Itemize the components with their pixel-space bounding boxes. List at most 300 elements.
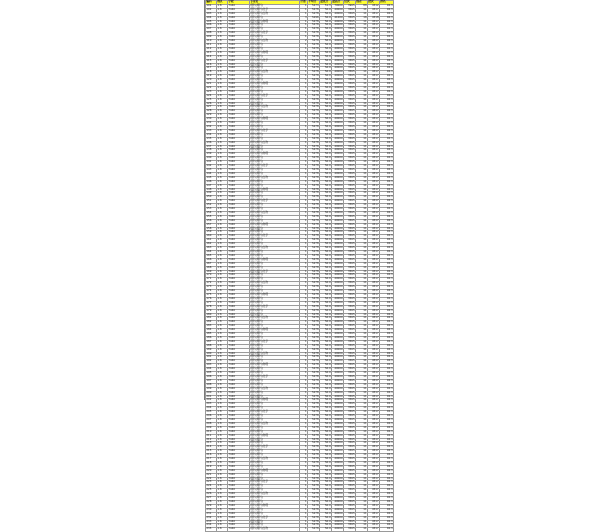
table-cell[interactable]: 1·8 <box>217 47 228 51</box>
table-cell[interactable]: 49000 <box>332 172 344 176</box>
table-cell[interactable]: 7440 <box>228 399 250 403</box>
table-cell[interactable]: 理科(理科)生物 <box>250 422 300 426</box>
table-cell[interactable]: 11 <box>356 180 368 184</box>
table-cell[interactable]: 3565 <box>344 106 356 110</box>
table-cell[interactable]: 56.9 <box>320 493 332 497</box>
table-cell[interactable]: 7440 <box>228 508 250 512</box>
column-header[interactable]: 计划 <box>300 0 306 3</box>
table-cell[interactable]: 1 <box>300 297 308 301</box>
table-cell[interactable]: 11 <box>356 403 368 407</box>
table-cell[interactable]: 理科(理科) <box>250 348 300 352</box>
table-cell[interactable]: 3565 <box>344 501 356 505</box>
table-cell[interactable]: 128 <box>206 110 217 114</box>
table-cell[interactable]: 1·8 <box>217 75 228 79</box>
table-cell[interactable]: 174 <box>206 290 217 294</box>
table-cell[interactable]: 49000 <box>332 86 344 90</box>
table-cell[interactable]: 5278 <box>308 489 320 493</box>
table-cell[interactable]: 1·8 <box>217 301 228 305</box>
table-cell[interactable]: 1 <box>300 415 308 419</box>
table-cell[interactable]: 4517 <box>368 325 380 329</box>
table-cell[interactable]: 3565 <box>344 180 356 184</box>
table-cell[interactable]: 11 <box>356 227 368 231</box>
table-cell[interactable]: 224 <box>206 485 217 489</box>
table-cell[interactable]: 94.3 <box>380 153 394 157</box>
table-cell[interactable]: 5278 <box>308 20 320 24</box>
table-cell[interactable]: 5278 <box>308 411 320 415</box>
table-cell[interactable]: 1·8 <box>217 387 228 391</box>
table-cell[interactable]: 3565 <box>344 262 356 266</box>
table-cell[interactable]: 181 <box>206 317 217 321</box>
table-cell[interactable]: 3565 <box>344 67 356 71</box>
table-cell[interactable]: 140 <box>206 157 217 161</box>
table-cell[interactable]: 94.3 <box>380 360 394 364</box>
table-cell[interactable]: 11 <box>356 340 368 344</box>
table-cell[interactable]: 56.9 <box>320 368 332 372</box>
table-cell[interactable]: 94.3 <box>380 211 394 215</box>
table-cell[interactable]: 7440 <box>228 411 250 415</box>
table-cell[interactable]: 3565 <box>344 360 356 364</box>
table-cell[interactable]: 56.9 <box>320 200 332 204</box>
table-cell[interactable]: 49000 <box>332 180 344 184</box>
table-cell[interactable]: 94.3 <box>380 387 394 391</box>
table-cell[interactable]: 5278 <box>308 157 320 161</box>
table-cell[interactable]: 11 <box>356 493 368 497</box>
table-cell[interactable]: 5278 <box>308 290 320 294</box>
table-cell[interactable]: 7440 <box>228 504 250 508</box>
table-cell[interactable]: 49000 <box>332 528 344 532</box>
table-cell[interactable]: 7440 <box>228 196 250 200</box>
table-cell[interactable]: 7440 <box>228 172 250 176</box>
table-cell[interactable]: 223 <box>206 481 217 485</box>
table-cell[interactable]: 193 <box>206 364 217 368</box>
table-cell[interactable]: 94.3 <box>380 98 394 102</box>
table-cell[interactable]: 49000 <box>332 403 344 407</box>
table-cell[interactable]: 11 <box>356 176 368 180</box>
table-cell[interactable]: 7440 <box>228 4 250 8</box>
table-cell[interactable]: 205 <box>206 411 217 415</box>
table-cell[interactable]: 3565 <box>344 251 356 255</box>
table-cell[interactable]: 94.3 <box>380 458 394 462</box>
table-cell[interactable]: 1 <box>300 79 308 83</box>
table-cell[interactable]: 4517 <box>368 336 380 340</box>
table-cell[interactable]: 56.9 <box>320 126 332 130</box>
table-cell[interactable]: 11 <box>356 63 368 67</box>
table-cell[interactable]: 1·8 <box>217 442 228 446</box>
table-cell[interactable]: 1 <box>300 340 308 344</box>
table-cell[interactable]: 3565 <box>344 47 356 51</box>
table-cell[interactable]: 11 <box>356 8 368 12</box>
table-cell[interactable]: 5278 <box>308 336 320 340</box>
table-cell[interactable]: 88 <box>356 4 368 8</box>
table-cell[interactable]: 理科(理科) <box>250 395 300 399</box>
table-cell[interactable]: 94.3 <box>380 407 394 411</box>
table-cell[interactable]: 226 <box>206 493 217 497</box>
table-cell[interactable]: 4517 <box>368 512 380 516</box>
table-cell[interactable]: 1·8 <box>217 90 228 94</box>
table-cell[interactable]: 理科(理科)生物 <box>250 247 300 251</box>
table-cell[interactable]: 理科(理科)物理 <box>250 188 300 192</box>
table-cell[interactable]: 5278 <box>308 270 320 274</box>
table-cell[interactable]: 79000 <box>332 4 344 8</box>
table-cell[interactable]: 3565 <box>344 20 356 24</box>
table-cell[interactable]: 1 <box>300 192 308 196</box>
table-cell[interactable]: 94.3 <box>380 227 394 231</box>
table-cell[interactable]: 94.3 <box>380 90 394 94</box>
table-cell[interactable]: 94.3 <box>380 137 394 141</box>
table-cell[interactable]: 理科(理科) <box>250 520 300 524</box>
table-cell[interactable]: 49000 <box>332 36 344 40</box>
table-cell[interactable]: 3565 <box>344 8 356 12</box>
table-cell[interactable]: 7440 <box>228 67 250 71</box>
table-cell[interactable]: 94.3 <box>380 508 394 512</box>
table-cell[interactable]: 49000 <box>332 278 344 282</box>
table-cell[interactable]: 11 <box>356 258 368 262</box>
table-cell[interactable]: 94.3 <box>380 51 394 55</box>
table-cell[interactable]: 1·8 <box>217 293 228 297</box>
table-cell[interactable]: 191 <box>206 356 217 360</box>
table-cell[interactable]: 160 <box>206 235 217 239</box>
table-cell[interactable]: 1 <box>300 368 308 372</box>
table-cell[interactable]: 1 <box>300 469 308 473</box>
table-cell[interactable]: 1 <box>300 426 308 430</box>
table-cell[interactable]: 7440 <box>228 329 250 333</box>
table-cell[interactable]: 理科(理科) <box>250 4 300 8</box>
table-cell[interactable]: 56.9 <box>320 149 332 153</box>
table-cell[interactable]: 49000 <box>332 126 344 130</box>
table-cell[interactable]: 5278 <box>308 215 320 219</box>
table-cell[interactable]: 49000 <box>332 204 344 208</box>
table-cell[interactable]: 1 <box>300 211 308 215</box>
table-cell[interactable]: 1 <box>300 399 308 403</box>
table-cell[interactable]: 49000 <box>332 235 344 239</box>
table-cell[interactable]: 1 <box>300 391 308 395</box>
table-cell[interactable]: 49000 <box>332 223 344 227</box>
table-cell[interactable]: 56.9 <box>320 24 332 28</box>
table-cell[interactable]: 49000 <box>332 317 344 321</box>
table-cell[interactable]: 147 <box>206 184 217 188</box>
table-cell[interactable]: 5278 <box>308 12 320 16</box>
table-cell[interactable]: 7440 <box>228 28 250 32</box>
table-cell[interactable]: 1·8 <box>217 83 228 87</box>
table-cell[interactable]: 11 <box>356 262 368 266</box>
table-cell[interactable]: 4517 <box>368 274 380 278</box>
table-cell[interactable]: 94.3 <box>380 336 394 340</box>
table-cell[interactable]: 5278 <box>308 258 320 262</box>
table-cell[interactable]: 94.3 <box>380 516 394 520</box>
table-cell[interactable]: 7440 <box>228 149 250 153</box>
table-cell[interactable]: 94.3 <box>380 282 394 286</box>
table-cell[interactable]: 11 <box>356 192 368 196</box>
table-cell[interactable]: 161 <box>206 239 217 243</box>
table-cell[interactable]: 94.3 <box>380 122 394 126</box>
table-cell[interactable]: 4517 <box>368 161 380 165</box>
table-cell[interactable]: 4512 <box>368 4 380 8</box>
table-cell[interactable]: 94.3 <box>380 504 394 508</box>
table-cell[interactable]: 1·8 <box>217 32 228 36</box>
table-cell[interactable]: 142 <box>206 165 217 169</box>
table-cell[interactable]: 3565 <box>344 90 356 94</box>
table-cell[interactable]: 11 <box>356 477 368 481</box>
table-cell[interactable]: 5278 <box>308 458 320 462</box>
table-cell[interactable]: 49000 <box>332 243 344 247</box>
table-cell[interactable]: 11 <box>356 473 368 477</box>
table-cell[interactable]: 56.9 <box>320 438 332 442</box>
table-cell[interactable]: 5278 <box>308 508 320 512</box>
table-cell[interactable]: 1·8 <box>217 290 228 294</box>
table-cell[interactable]: 49000 <box>332 340 344 344</box>
table-cell[interactable]: 4517 <box>368 442 380 446</box>
table-cell[interactable]: 5278 <box>308 379 320 383</box>
table-cell[interactable]: 184 <box>206 329 217 333</box>
table-cell[interactable]: 1 <box>300 223 308 227</box>
table-cell[interactable]: 5278 <box>308 286 320 290</box>
table-cell[interactable]: 56.9 <box>320 520 332 524</box>
table-cell[interactable]: 94.3 <box>380 110 394 114</box>
table-cell[interactable]: 49000 <box>332 141 344 145</box>
table-cell[interactable]: 1·8 <box>217 317 228 321</box>
table-cell[interactable]: 49000 <box>332 122 344 126</box>
table-cell[interactable]: 7440 <box>228 422 250 426</box>
table-cell[interactable]: 3565 <box>344 266 356 270</box>
table-cell[interactable]: 理科(理科)化学 <box>250 305 300 309</box>
table-cell[interactable]: 56.9 <box>320 122 332 126</box>
table-cell[interactable]: 4517 <box>368 383 380 387</box>
table-cell[interactable]: 49000 <box>332 168 344 172</box>
table-cell[interactable]: 49000 <box>332 469 344 473</box>
table-cell[interactable]: 56.9 <box>320 133 332 137</box>
table-cell[interactable]: 7440 <box>228 137 250 141</box>
table-cell[interactable]: 1 <box>300 411 308 415</box>
table-cell[interactable]: 16 <box>356 16 368 20</box>
table-cell[interactable]: 49000 <box>332 43 344 47</box>
table-cell[interactable]: 94.3 <box>380 340 394 344</box>
table-cell[interactable]: 165 <box>206 254 217 258</box>
table-cell[interactable]: 5278 <box>308 24 320 28</box>
table-cell[interactable]: 3565 <box>344 290 356 294</box>
table-cell[interactable]: 1·8 <box>217 204 228 208</box>
table-cell[interactable]: 134 <box>206 133 217 137</box>
table-cell[interactable]: 5278 <box>308 161 320 165</box>
table-cell[interactable]: 1·8 <box>217 258 228 262</box>
table-cell[interactable]: 1·8 <box>217 329 228 333</box>
table-cell[interactable]: 7440 <box>228 71 250 75</box>
table-cell[interactable]: 94.3 <box>380 321 394 325</box>
table-cell[interactable]: 7440 <box>228 24 250 28</box>
table-cell[interactable]: 1·8 <box>217 40 228 44</box>
table-cell[interactable]: 56.9 <box>320 422 332 426</box>
table-cell[interactable]: 1 <box>300 36 308 40</box>
table-cell[interactable]: 49000 <box>332 98 344 102</box>
table-cell[interactable]: 94.3 <box>380 469 394 473</box>
table-cell[interactable]: 4517 <box>368 172 380 176</box>
table-cell[interactable]: 49000 <box>332 290 344 294</box>
table-cell[interactable]: 7440 <box>228 290 250 294</box>
table-cell[interactable]: 1·8 <box>217 524 228 528</box>
table-cell[interactable]: 51.3 <box>320 4 332 8</box>
table-cell[interactable]: 11 <box>356 344 368 348</box>
table-cell[interactable]: 理科(理科) <box>250 407 300 411</box>
table-cell[interactable]: 5278 <box>308 8 320 12</box>
table-cell[interactable]: 1 <box>300 403 308 407</box>
table-cell[interactable]: 11 <box>356 28 368 32</box>
table-cell[interactable]: 11 <box>356 184 368 188</box>
table-cell[interactable]: 5278 <box>308 403 320 407</box>
table-cell[interactable]: 49000 <box>332 391 344 395</box>
table-cell[interactable]: 1·8 <box>217 493 228 497</box>
table-cell[interactable]: 理科(理科)物理 <box>250 20 300 24</box>
table-cell[interactable]: 11 <box>356 461 368 465</box>
table-cell[interactable]: 1·8 <box>217 137 228 141</box>
table-cell[interactable]: 4517 <box>368 477 380 481</box>
table-cell[interactable]: 5278 <box>308 497 320 501</box>
table-cell[interactable]: 理科(理科) <box>250 508 300 512</box>
table-cell[interactable]: 7440 <box>228 98 250 102</box>
table-cell[interactable]: 202 <box>206 399 217 403</box>
table-cell[interactable]: 94.3 <box>380 118 394 122</box>
table-cell[interactable]: 理科(理科) <box>250 145 300 149</box>
table-cell[interactable]: 1 <box>300 512 308 516</box>
table-cell[interactable]: 5278 <box>308 208 320 212</box>
table-cell[interactable]: 1 <box>300 106 308 110</box>
table-cell[interactable]: 7440 <box>228 90 250 94</box>
table-cell[interactable]: 3565 <box>344 461 356 465</box>
table-cell[interactable]: 11 <box>356 379 368 383</box>
table-cell[interactable]: 7440 <box>228 333 250 337</box>
table-cell[interactable]: 理科(理科) <box>250 379 300 383</box>
table-cell[interactable]: 94.3 <box>380 40 394 44</box>
table-cell[interactable]: 94.3 <box>380 454 394 458</box>
table-cell[interactable]: 11 <box>356 223 368 227</box>
table-cell[interactable]: 1 <box>300 254 308 258</box>
table-cell[interactable]: 7440 <box>228 356 250 360</box>
table-cell[interactable]: 11 <box>356 481 368 485</box>
table-cell[interactable]: 1 <box>300 446 308 450</box>
table-cell[interactable]: 7440 <box>228 501 250 505</box>
table-cell[interactable]: 1 <box>300 395 308 399</box>
table-cell[interactable]: 3565 <box>344 219 356 223</box>
table-cell[interactable]: 理科(理科)生物 <box>250 176 300 180</box>
table-cell[interactable]: 49000 <box>332 415 344 419</box>
table-cell[interactable]: 156 <box>206 219 217 223</box>
table-cell[interactable]: 94.3 <box>380 364 394 368</box>
table-cell[interactable]: 3565 <box>344 434 356 438</box>
table-cell[interactable]: 49000 <box>332 239 344 243</box>
table-cell[interactable]: 94.3 <box>380 4 394 8</box>
table-cell[interactable]: 56.9 <box>320 106 332 110</box>
table-cell[interactable]: 94.3 <box>380 28 394 32</box>
table-cell[interactable]: 173 <box>206 286 217 290</box>
table-cell[interactable]: 1 <box>300 231 308 235</box>
table-cell[interactable]: 1·8 <box>217 321 228 325</box>
table-cell[interactable]: 11 <box>356 305 368 309</box>
table-cell[interactable]: 5278 <box>308 251 320 255</box>
table-cell[interactable]: 49000 <box>332 67 344 71</box>
table-cell[interactable]: 11 <box>356 313 368 317</box>
table-cell[interactable]: 7440 <box>228 512 250 516</box>
table-cell[interactable]: 225 <box>206 489 217 493</box>
table-cell[interactable]: 理科(理科)化学 <box>250 270 300 274</box>
table-cell[interactable]: 5278 <box>308 524 320 528</box>
table-cell[interactable]: 56.9 <box>320 469 332 473</box>
table-cell[interactable]: 5278 <box>308 75 320 79</box>
table-cell[interactable]: 4517 <box>368 278 380 282</box>
table-cell[interactable]: 94.3 <box>380 239 394 243</box>
table-cell[interactable]: 144 <box>206 172 217 176</box>
table-cell[interactable]: 3565 <box>344 98 356 102</box>
table-cell[interactable]: 49000 <box>332 442 344 446</box>
table-cell[interactable]: 49000 <box>332 458 344 462</box>
table-cell[interactable]: 7440 <box>228 477 250 481</box>
table-cell[interactable]: 5278 <box>308 141 320 145</box>
table-cell[interactable]: 1 <box>300 86 308 90</box>
table-cell[interactable]: 1·8 <box>217 145 228 149</box>
table-cell[interactable]: 1 <box>300 528 308 532</box>
table-cell[interactable]: 理科(理科) <box>250 512 300 516</box>
table-cell[interactable]: 133 <box>206 129 217 133</box>
table-cell[interactable]: 94.3 <box>380 473 394 477</box>
table-cell[interactable]: 56.9 <box>320 473 332 477</box>
table-cell[interactable]: 4517 <box>368 333 380 337</box>
table-cell[interactable]: 94.3 <box>380 168 394 172</box>
table-cell[interactable]: 5278 <box>308 418 320 422</box>
table-cell[interactable]: 5278 <box>308 247 320 251</box>
table-cell[interactable]: 49000 <box>332 94 344 98</box>
table-cell[interactable]: 3565 <box>344 122 356 126</box>
table-cell[interactable]: 4517 <box>368 415 380 419</box>
table-cell[interactable]: 3565 <box>344 278 356 282</box>
table-cell[interactable]: 11 <box>356 458 368 462</box>
table-cell[interactable]: 56.9 <box>320 278 332 282</box>
table-cell[interactable]: 3565 <box>344 293 356 297</box>
table-cell[interactable]: 理科(理科)生物 <box>250 106 300 110</box>
table-cell[interactable]: 49000 <box>332 293 344 297</box>
table-cell[interactable]: 49000 <box>332 286 344 290</box>
table-cell[interactable]: 7440 <box>228 223 250 227</box>
table-cell[interactable]: 49000 <box>332 227 344 231</box>
table-cell[interactable]: 理科(理科) <box>250 161 300 165</box>
table-cell[interactable]: 1·8 <box>217 55 228 59</box>
table-cell[interactable]: 1 <box>300 129 308 133</box>
table-cell[interactable]: 理科(理科) <box>250 368 300 372</box>
table-cell[interactable]: 1 <box>300 501 308 505</box>
table-cell[interactable]: 7440 <box>228 270 250 274</box>
table-cell[interactable]: 49000 <box>332 352 344 356</box>
table-cell[interactable]: 11 <box>356 411 368 415</box>
table-cell[interactable]: 3565 <box>344 387 356 391</box>
table-cell[interactable]: 理科(理科)物理 <box>250 258 300 262</box>
table-cell[interactable]: 3565 <box>344 395 356 399</box>
table-cell[interactable]: 56.9 <box>320 110 332 114</box>
table-cell[interactable]: 1 <box>300 329 308 333</box>
table-cell[interactable]: 49000 <box>332 372 344 376</box>
table-cell[interactable]: 理科(理科)生物 <box>250 493 300 497</box>
table-cell[interactable]: 11 <box>356 520 368 524</box>
table-cell[interactable]: 49000 <box>332 176 344 180</box>
table-cell[interactable]: 11 <box>356 231 368 235</box>
table-cell[interactable]: 11 <box>356 399 368 403</box>
table-cell[interactable]: 7440 <box>228 262 250 266</box>
table-cell[interactable]: 56.9 <box>320 223 332 227</box>
table-cell[interactable]: 1 <box>300 141 308 145</box>
table-cell[interactable]: 11 <box>356 524 368 528</box>
table-cell[interactable]: 理科(理科)生物 <box>250 387 300 391</box>
table-cell[interactable]: 4517 <box>368 24 380 28</box>
table-cell[interactable]: 1·8 <box>217 333 228 337</box>
table-cell[interactable]: 7440 <box>228 43 250 47</box>
table-cell[interactable]: 4517 <box>368 94 380 98</box>
table-cell[interactable]: 4517 <box>368 63 380 67</box>
table-cell[interactable]: 1·8 <box>217 418 228 422</box>
